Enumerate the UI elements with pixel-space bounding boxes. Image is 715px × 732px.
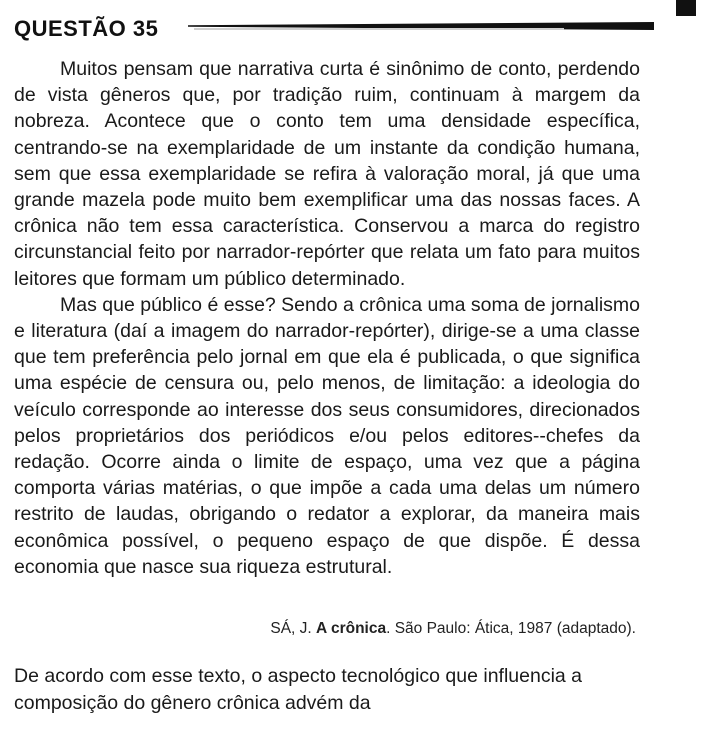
question-stem: De acordo com esse texto, o aspecto tecnológico que influencia a composição do gênero crônica advém da (14, 665, 583, 714)
question-header (14, 14, 704, 46)
passage-paragraph-2: Mas que público é esse? Sendo a crônica uma soma de jornalismo e literatura (daí a imagem do narrador-repórter), dirige-se a uma classe que tem preferência pelo jornal em que ela é publicada, o que significa uma espécie de censura ou, pelo menos, de limitação: a ideologia do veículo corresponde ao interesse dos seus consumidores, direcionados pelos proprietários dos periódicos e/ou pelos editores--chefes da redação. Ocorre ainda o limite de espaço, uma vez que a página comporta várias matérias, o que impõe a cada uma delas um número restrito de laudas, obrigando o redator a explorar, da maneira mais econômica possível, o pequeno espaço de que dispõe. É dessa economia que nasce sua riqueza estrutural. (14, 293, 640, 578)
corner-mark (676, 0, 696, 16)
citation-author: SÁ, J. (270, 620, 312, 637)
citation-details: . São Paulo: Ática, 1987 (adaptado). (386, 620, 636, 637)
passage-paragraph-1: Muitos pensam que narrativa curta é sinônimo de conto, perdendo de vista gêneros que, por tradição ruim, continuam à margem da nobreza. Acontece que o conto tem uma densidade específica, centrando-se na exemplaridade de um instante da condição humana, sem que essa exemplaridade se refira à valoração moral, já que uma grande mazela pode muito bem exemplificar uma das nossas faces. A crônica não tem essa característica. Conservou a marca do registro circunstancial feito por narrador-repórter que relata um fato para muitos leitores que formam um público determinado. (14, 58, 640, 290)
passage (14, 56, 640, 580)
header-rule-shade (194, 28, 564, 30)
citation-work: A crônica (316, 620, 387, 637)
citation (14, 620, 636, 638)
question-title: QUESTÃO 35 (14, 16, 159, 41)
